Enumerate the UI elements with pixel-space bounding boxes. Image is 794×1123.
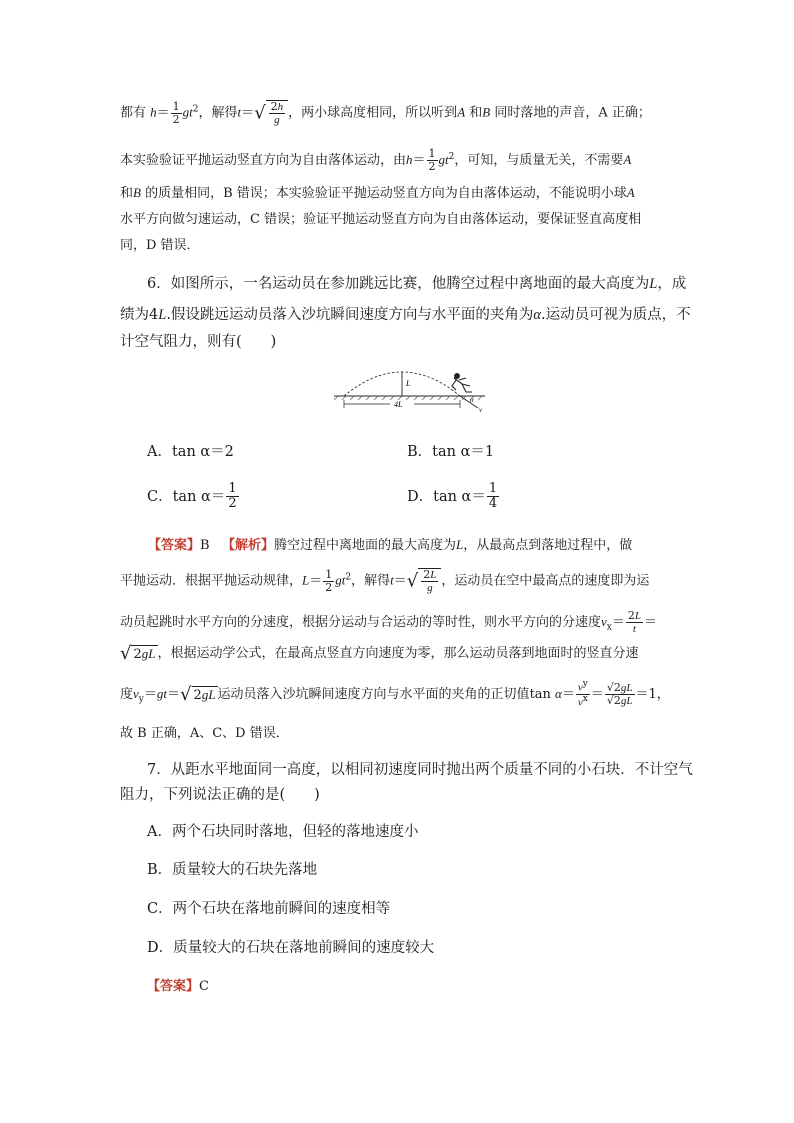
height-label: L xyxy=(406,379,411,388)
velocity-label: v xyxy=(479,406,483,414)
q6-line-1: 6．如图所示，一名运动员在参加跳远比赛，他腾空过程中离地面的最大高度为L，成 xyxy=(147,276,687,292)
q6-analysis-line-4: √ 2gL ，根据运动学公式，在最高点竖直方向速度为零，那么运动员落到地面时的竖直分速 xyxy=(120,643,639,664)
ground-hatch xyxy=(334,396,482,400)
q6-option-d[interactable]: D．tan α＝ $\frac{1}{4}$ xyxy=(407,481,498,512)
q7-line-2: 阻力，下列说法正确的是( ) xyxy=(120,787,320,803)
angle-label: α xyxy=(470,396,474,404)
q6-line-3: 计空气阻力，则有( ) xyxy=(120,334,277,350)
q6-answer: B xyxy=(200,538,210,553)
q6-analysis-line-5: 度$v_y=gt=√$ 2gL 运动员落入沙坑瞬间速度方向与水平面的夹角的正切值tan α＝ $\frac{v^y}{v^x}$ ＝ $\frac{√2gL}{√2gL}$ ＝1， xyxy=(120,679,670,709)
q6-option-a[interactable]: A．tan α＝2 xyxy=(147,444,234,460)
prev-line-5: 同，D 错误． xyxy=(120,238,200,253)
q7-option-b[interactable]: B．质量较大的石块先落地 xyxy=(147,862,318,878)
q7-answer: C xyxy=(199,979,209,994)
q6-analysis-line-3: 动员起跳时水平方向的分速度，根据分运动与合运动的等时性，则水平方向的分速度$v_x=$ $\frac{2L}{t}$ ＝ xyxy=(120,609,658,636)
prev-line-3: 和B 的质量相同，B 错误；本实验验证平抛运动竖直方向为自由落体运动，不能说明小球A xyxy=(120,185,635,201)
prev-line-2: 本实验验证平抛运动竖直方向为自由落体运动，由h＝ $\frac{1}{2}$ $gt^2$，可知，与质量无关，不需要A xyxy=(120,147,632,174)
distance-label: 4L xyxy=(394,400,403,409)
q6-analysis-line-6: 故 B 正确，A、C、D 错误． xyxy=(120,726,289,741)
velocity-vector xyxy=(460,396,478,408)
q6-line-2: 绩为4L.假设跳远运动员落入沙坑瞬间速度方向与水平面的夹角为α.运动员可视为质点，不 xyxy=(120,307,691,323)
prev-line-4: 水平方向做匀速运动，C 错误；验证平抛运动竖直方向为自由落体运动，要保证竖直高度相 xyxy=(120,212,642,227)
q6-option-b[interactable]: B．tan α＝1 xyxy=(407,444,495,460)
q6-option-c[interactable]: C．tan α＝ $\frac{1}{2}$ xyxy=(147,481,237,512)
q6-analysis-line-1: 【答案】B 【解析】腾空过程中离地面的最大高度为L，从最高点到落地过程中，做 xyxy=(148,537,633,553)
q7-answer-line: 【答案】C xyxy=(147,979,209,994)
q7-option-c[interactable]: C．两个石块在落地前瞬间的速度相等 xyxy=(147,901,391,917)
jumper-figure xyxy=(452,374,472,392)
prev-line-1: 都有 h＝ $\frac{1}{2}$ $gt^2$，解得t＝√ $\frac{2h}{g}$ ，两小球高度相同，所以听到A 和B 同时落地的声音，A 正确； xyxy=(120,99,651,127)
q7-option-a[interactable]: A．两个石块同时落地，但轻的落地速度小 xyxy=(147,824,419,840)
long-jump-figure xyxy=(330,362,490,414)
q7-option-d[interactable]: D．质量较大的石块在落地前瞬间的速度较大 xyxy=(147,940,435,956)
q7-line-1: 7．从距水平地面同一高度，以相同初速度同时抛出两个质量不同的小石块．不计空气 xyxy=(147,762,693,778)
q6-analysis-line-2: 平抛运动．根据平抛运动规律，L＝ $\frac{1}{2}$ $gt^2$，解得t＝√ $\frac{2L}{g}$ ，运动员在空中最高点的速度即为运 xyxy=(120,567,650,595)
